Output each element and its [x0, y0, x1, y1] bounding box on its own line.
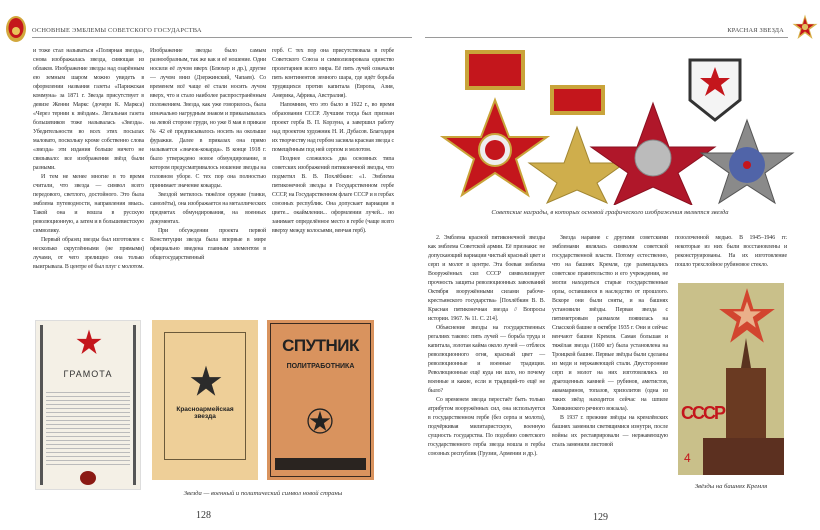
hero-gold-star-medal — [529, 85, 625, 203]
left-image-caption: Звезда — военный и политический символ новой страны — [183, 490, 343, 497]
paragraph: Позднее сложилось два основных типа советских изображений пятиконечной звезды, что подметил В. В. Похлёбкин: «1. Эмблема пятиконечной звезды в Государственном гербе СССР, на Государственном флаге СССР и в гербах союзных республик. Она допускает вариации в цвете... окаймлении... оформлении лучей... но занимает определённое место в гербе (чаще всего вверху между колосьями, венчая герб). — [272, 156, 394, 234]
awards-caption: Советские награды, в которых основой графического изображения является звезда — [491, 209, 729, 216]
right-column-3 — [675, 234, 787, 270]
paragraph: И тем не менее многие в то время считали, что звезда — символ всего передового, светлого, достойного. Это была эмблема путеводности, направления ввысь. Такой она и вошла в русскую революционную, а затем и в большевистскую символику. — [33, 174, 144, 234]
poster-title: СССР — [681, 403, 725, 423]
paragraph: Звездой метилось тяжёлое оружие (танки, самолёты), она изображается на металлических предметах обмундирования, на военных документах. — [150, 192, 266, 225]
paragraph: Со временем звезда перестаёт быть только атрибутом вооружённых сил, она используется в государственном гербе (без серпа и молота), подчёркивая милитаристскую, военную сущность государства. По подобию советского государственного герба звезда вошла в гербы союзных республик (Грузии, Армении и др.). — [428, 397, 545, 457]
order-patriotic-war — [443, 50, 547, 195]
order-star-logo-right — [792, 13, 818, 41]
border-ornament — [133, 325, 136, 485]
running-head-left: ОСНОВНЫЕ ЭМБЛЕМЫ СОВЕТСКОГО ГОСУДАРСТВА — [32, 27, 202, 34]
kremlin-wall — [703, 438, 784, 475]
page-number-left: 128 — [196, 510, 211, 521]
paragraph: Изображение звезды было самым разнообразным, так же как и её ношение. Одни носили её лучом вверх (Блюхер и др.), другие — лучом вниз (Дзержинский, Чапаев). Со временем всё чаще её стали носить лучом вверх, что и стало наиболее распространённым положением. Звезда, как уже говорилось, была изначально нагрудным знаком и прикалывалась на левой стороне груди, но уже 8 мая в приказе № 42 её предписывалось носить на околыше фуражки. Далее в приказах она прямо называется «значок-кокарда». В конце 1918 г. было утверждено новое обмундирование, в котором предусматривалось ношение звезды на головном уборе. С тех пор она полностью принимает значение кокарды. — [150, 48, 266, 189]
order-red-star — [591, 103, 715, 205]
red-star-icon — [74, 329, 104, 355]
header-rule-right — [425, 37, 788, 38]
poster-issue-number: 4 — [684, 451, 691, 465]
running-head-right: КРАСНАЯ ЗВЕЗДА — [727, 27, 784, 34]
paragraph: В 1937 г. прежние звёзды на кремлёвских башнях заменили светящимися изнутри, после войны их реставрировали — нержавеющую сталь заменили листовой — [552, 415, 668, 448]
left-column-1 — [33, 47, 144, 272]
certificate-text-lines — [46, 389, 130, 467]
star-emblem-icon — [307, 408, 333, 434]
right-column-1 — [428, 234, 545, 459]
paragraph: 2. Эмблема красной пятиконечной звезды как эмблема Советской армии. Её признаки: не допускающий вариации чистый красный цвет и серп и молот в центре. Эта боевая эмблема Вооружённых сил СССР символизирует прочность защиты революционных завоеваний Октября вооружёнными силами рабоче-крестьянского государства» [Похлёбкин В. В. Красная пятиконечная звезда // Вопросы истории. 1967. № 11. С. 214]. — [428, 235, 545, 322]
enamel-shield-badge — [690, 60, 740, 120]
left-column-3 — [272, 47, 394, 236]
paragraph: Первый образец звезды был изготовлен с несколько скруглёнными (не прямыми) лучами, от чего зрелищно она только выигрывала. В центре её был плуг с молотом. — [33, 237, 144, 270]
kremlin-star-icon — [716, 287, 778, 345]
black-star-icon — [189, 365, 223, 397]
right-column-2 — [552, 234, 668, 450]
order-badge-logo-left — [5, 15, 27, 43]
paragraph: Звезда наравне с другими советскими эмблемами являлась символом советской государственной власти. Потому естественно, что на башнях Кремля, где размещались советское правительство и его учреждения, не могли находиться старые государственные орлы, оставшиеся в наследство от прошлого. Вскоре они были сняты, и на башнях установили звёзды. Первая звезда с пятиметровым размахом появилась на Спасской башне в октябре 1935 г. Они и сейчас венчают башни Кремля. Самая большая и тяжёлая звезда (1600 кг) была установлена на Троицкой башне. Первые звёзды были сделаны из меди и нержавеющей стали. Двусторонние серп и молот на них изготовлялись из драгоценных камней — рубинов, аметистов, аквамаринов, топазов, хризолитов (одна из таких звёзд находится сейчас на шпиле Химкинского речного вокзала). — [552, 235, 668, 412]
cover-title: СПУТНИК — [282, 336, 359, 355]
paragraph: и тоже стал называться «Полярная звезда», снова изображалась звезда, сияющая из облаков. Изображение звезды над озарённым ею земным шаром можно увидеть в оформлении названия газеты «Парижская коммуна» за 1871 г. Звезда присутствует в девизе Женни Маркс (дочери К. Маркса) «Через тернии к звёздам». Легальная газета большевиков тоже называлась «Звезда». Убедительности во всех этих посылах маловато, поскольку кроме собственно слова «звезда» эти издания больше ничего не связывало: все изображения звёзд были разными. — [33, 48, 144, 171]
paragraph: герб. С тех пор она присутствовала в гербе Советского Союза и символизировала единство пролетариев всего мира. Её пять лучей означали пять континентов земного шара, где идёт борьба трудящихся против капитала (Европа, Азия, Америка, Африка, Австралия). — [272, 48, 394, 99]
book-title: Красноармейская звезда — [176, 406, 234, 420]
gramota-title: ГРАМОТА — [63, 369, 113, 379]
star-order-with-blue-medallion — [701, 120, 793, 203]
cover-subtitle: ПОЛИТРАБОТНИКА — [286, 363, 355, 370]
paragraph: При обсуждении проекта первой Конституции звезда была впервые в мире официально введена главным элементом в общегосударственный — [150, 228, 266, 261]
page-number-right: 129 — [593, 512, 608, 523]
kremlin-caption: Звёзды на башнях Кремля — [694, 483, 768, 490]
paragraph: позолоченной медью. В 1945–1946 гг. некоторые из них были восстановлены и реконструированы. На их изготовление пошло трехслойное рубиновое стекло. — [675, 235, 787, 268]
header-rule-left — [32, 37, 412, 38]
paragraph: Напомним, что это было в 1922 г., во время образования СССР. Лучшим тогда был признан проект герба В. П. Корзуна, а завершил работу над проектом художник Н. И. Дубасов. Благодаря их творчеству над гербом засияла красная звезда с помещённым под ней серпом и молотом. — [272, 102, 394, 153]
book-cover-krasnoarmeyskaya-zvezda — [152, 320, 258, 480]
left-column-2 — [150, 47, 266, 263]
paragraph: Объяснение звезды на государственных регалиях таково: пять лучей — борьба труда и капитала, золотая кайма около лучей — отблеск революционного огня, красный цвет — революционные и военные традиции. Революционные ещё куда ни шло, но почему военные и какие, если и традиций-то ещё не было? — [428, 325, 545, 394]
border-ornament — [40, 325, 43, 485]
cover-footer-band — [275, 458, 366, 470]
kremlin-poster-image — [678, 283, 784, 475]
gramota-certificate-image — [35, 320, 141, 490]
book-cover-sputnik-politrabotnika — [267, 320, 374, 480]
wax-seal — [80, 471, 96, 485]
soviet-awards-image — [425, 45, 795, 205]
